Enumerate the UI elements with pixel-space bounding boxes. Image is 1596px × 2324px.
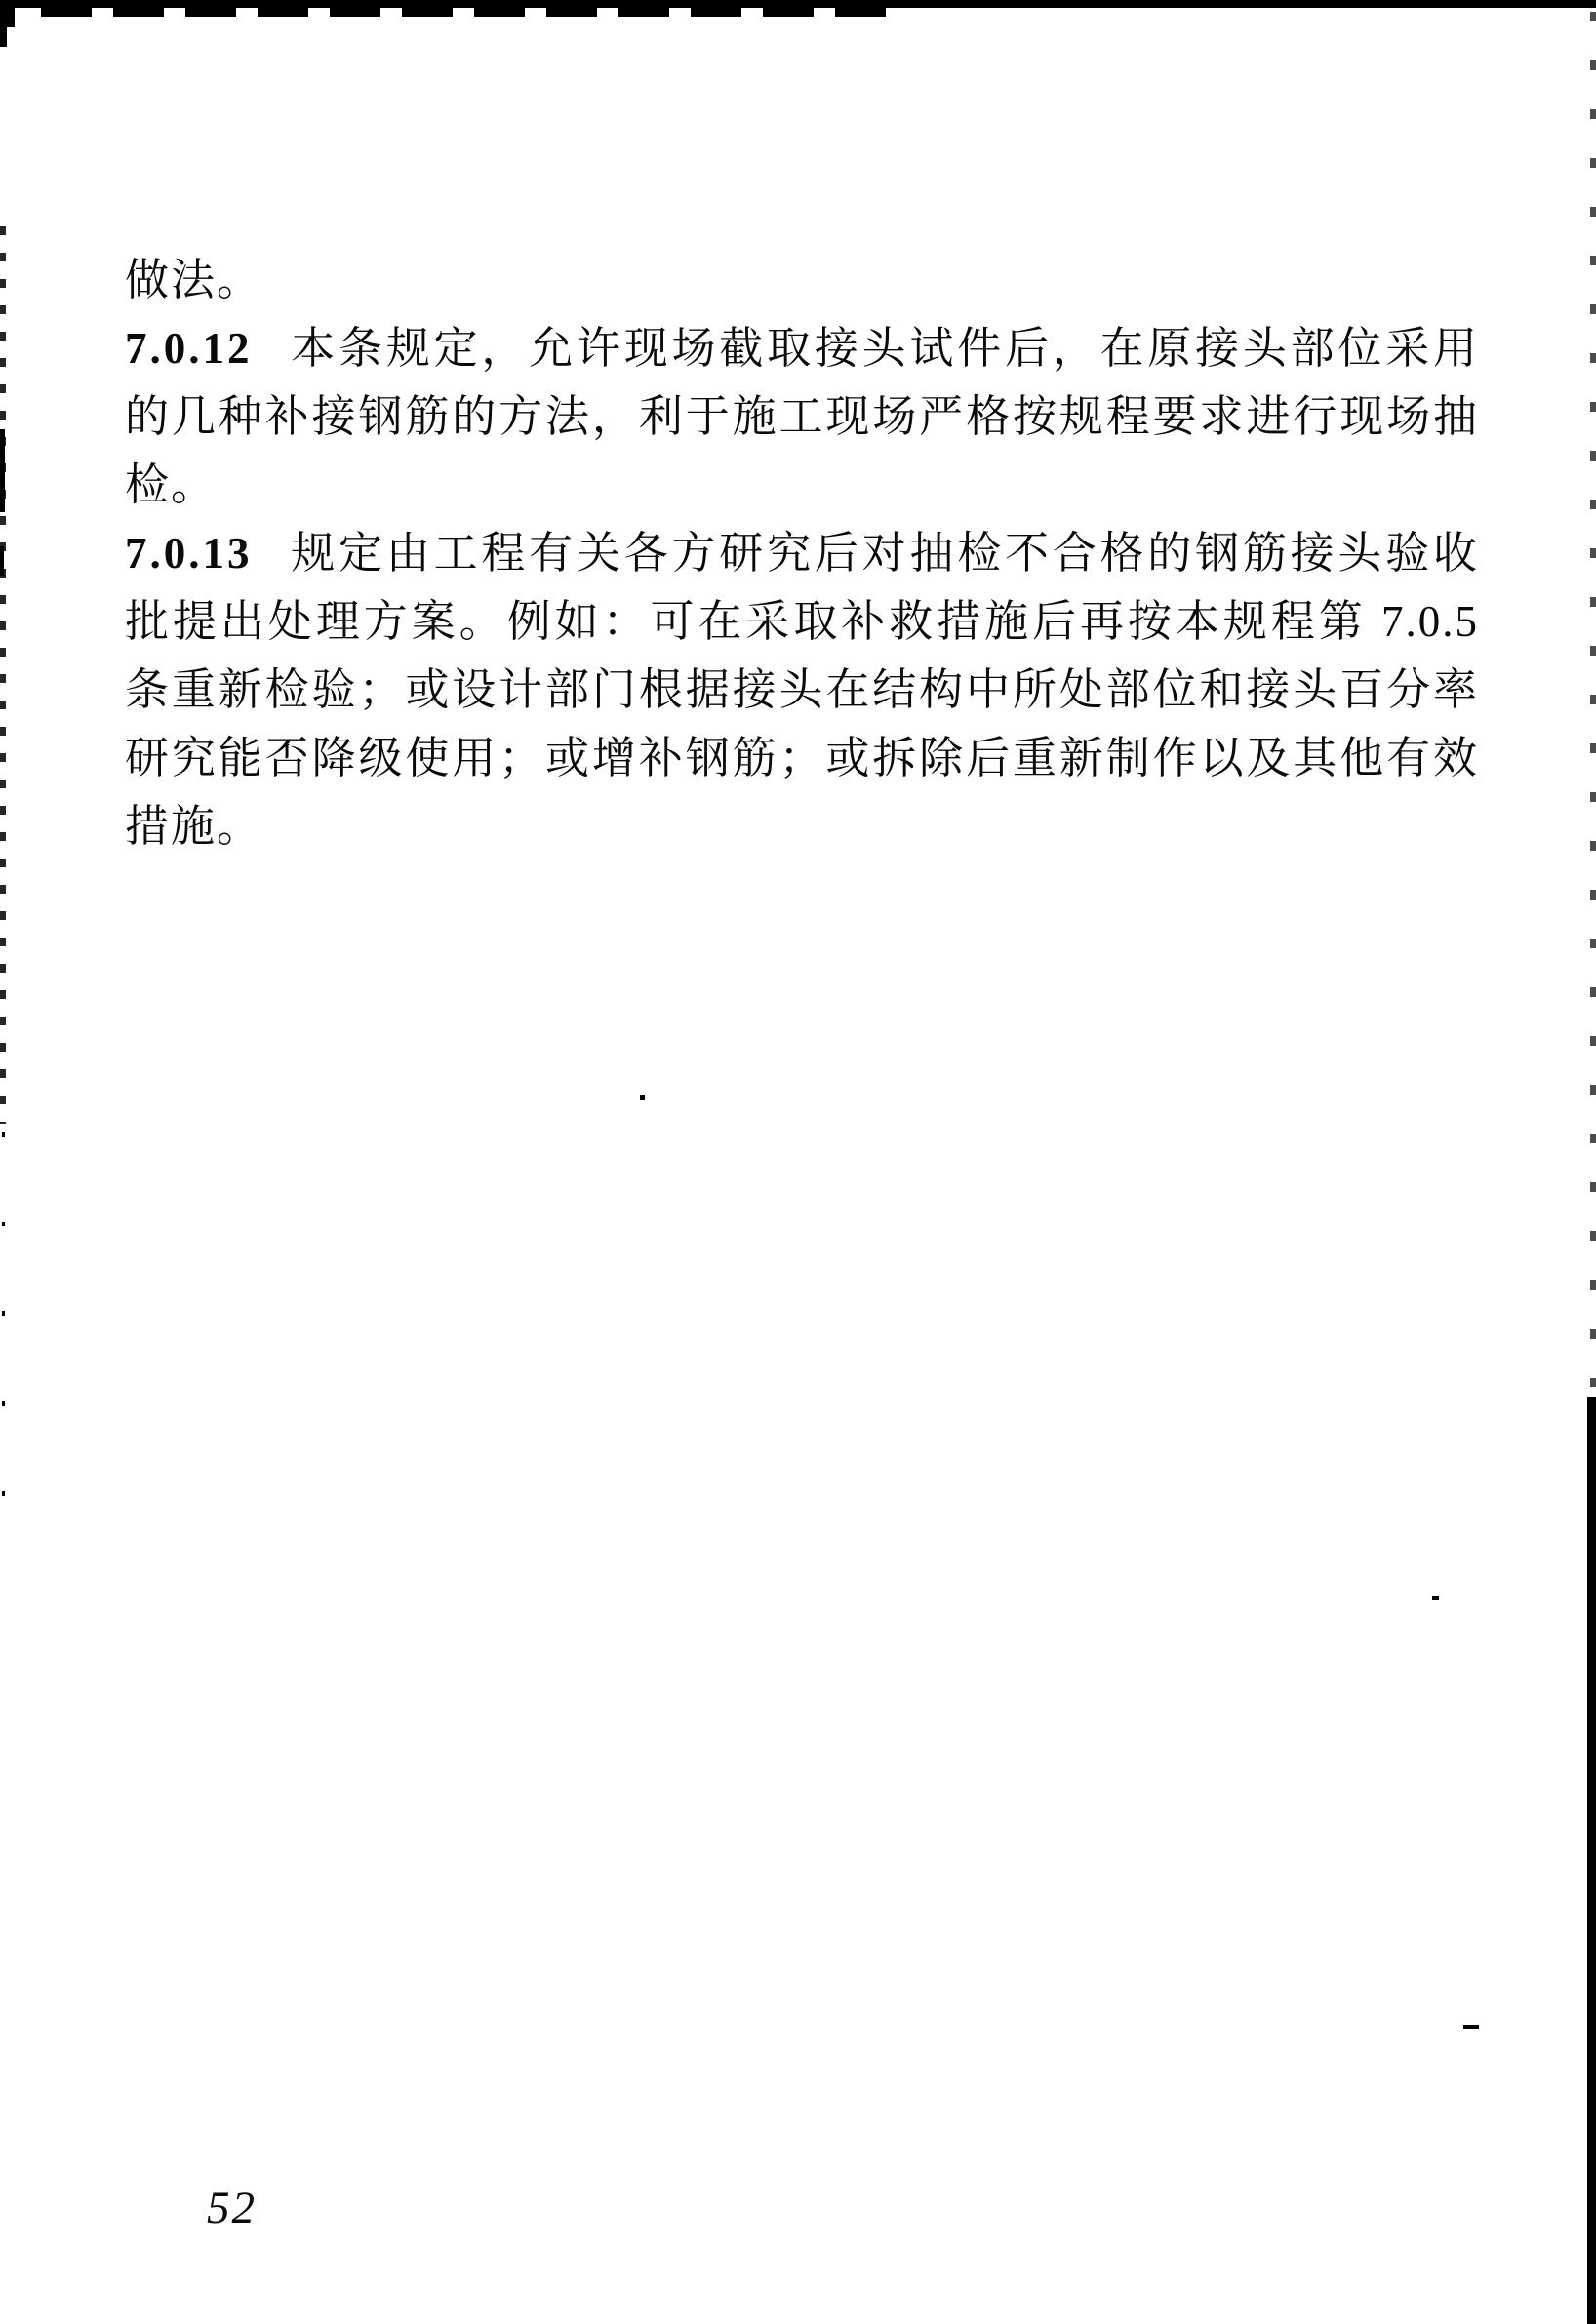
- scan-speck-bottom-dash: [1463, 2025, 1479, 2029]
- scan-artifact-left-edge-bar-small: [0, 546, 4, 576]
- paragraph-continuation: [125, 246, 1479, 314]
- scan-speck-center: [640, 1095, 645, 1100]
- clause-7-0-12: [125, 314, 1479, 519]
- scan-speck-right: [1432, 1596, 1439, 1600]
- scan-artifact-left-edge-specks: [2, 1132, 5, 1542]
- clause-text: 本条规定，允许现场截取接头试件后，在原接头部位采用的几种补接钢筋的方法，利于施工现场严格按规程要求进行现场抽检。: [125, 324, 1479, 509]
- scan-artifact-left-edge-dashes: [0, 226, 6, 1124]
- scan-artifact-right-edge-bar: [1587, 1397, 1596, 2324]
- clause-text: 规定由工程有关各方研究后对抽检不合格的钢筋接头验收批提出处理方案。例如：可在采取补救措施后再按本规程第 7.0.5 条重新检验；或设计部门根据接头在结构中所处部位和接头百分率研究能否降级使用；或增补钢筋；或拆除后重新制作以及其他有效措施。: [125, 529, 1479, 851]
- clause-7-0-13: [125, 519, 1479, 861]
- scan-artifact-top-left-corner-tail: [0, 27, 7, 47]
- clause-number: 7.0.12: [125, 324, 253, 373]
- scan-artifact-right-edge-specks: [1590, 12, 1596, 1397]
- scan-artifact-top-edge-blobs: [41, 6, 898, 17]
- page-body: [125, 246, 1479, 861]
- page-number: 52: [207, 2183, 257, 2233]
- scan-artifact-left-edge-bar: [0, 429, 5, 512]
- scan-artifact-top-left-corner: [0, 0, 15, 27]
- clause-number: 7.0.13: [125, 529, 253, 578]
- continuation-text: 做法。: [125, 256, 263, 304]
